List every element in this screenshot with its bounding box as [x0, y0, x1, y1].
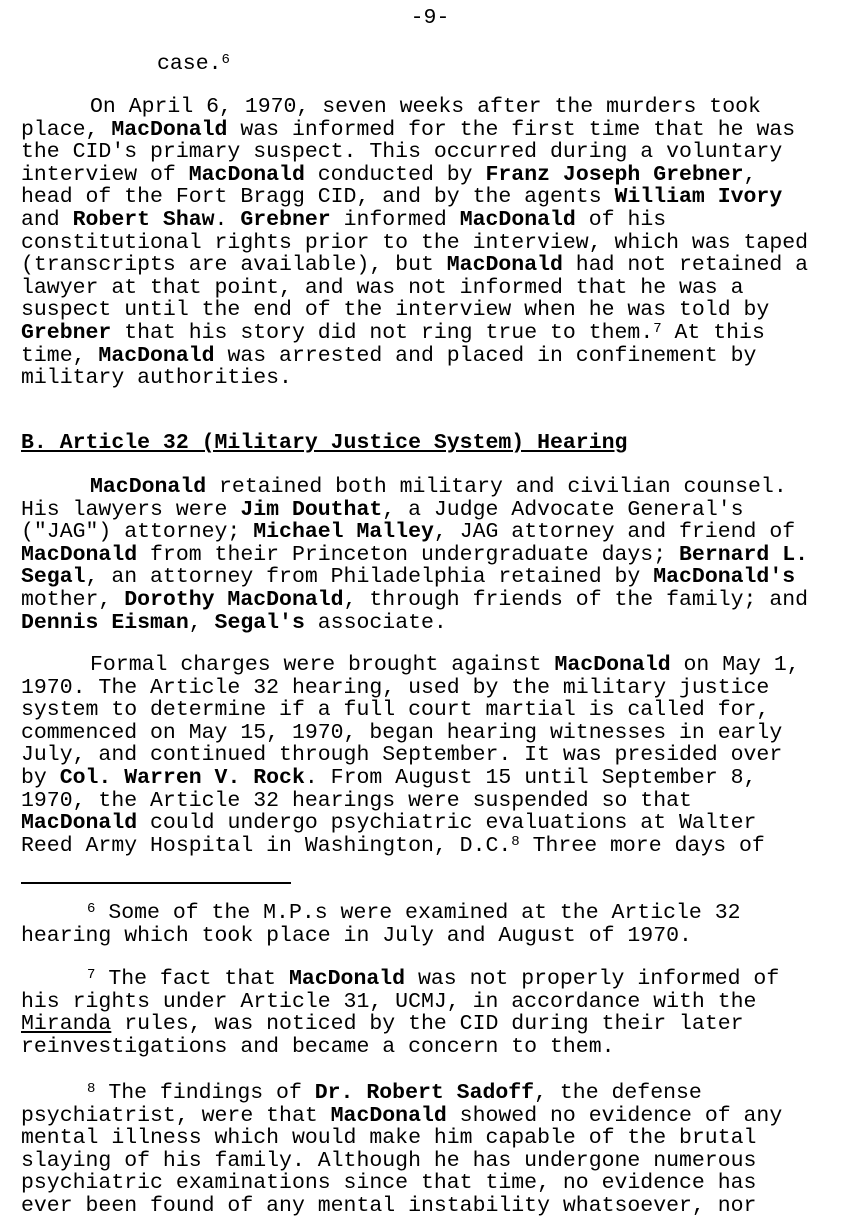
text-line: Dennis Eisman, Segal's associate.: [21, 610, 447, 635]
text-line: ("JAG") attorney; Michael Malley, JAG attorney and friend of: [21, 520, 796, 545]
paragraph-arrest: [21, 96, 851, 390]
bold-name: MacDonald: [288, 967, 406, 991]
text-line: 1970, the Article 32 hearings were suspended so that: [21, 788, 692, 813]
text-line: (transcripts are available), but MacDonald had not retained a: [21, 253, 809, 278]
footnote-line: psychiatrist, were that MacDonald showed no evidence of any: [21, 1103, 783, 1128]
bold-name: Robert Shaw: [72, 207, 215, 232]
text-line: MacDonald retained both military and civilian counsel.: [90, 475, 787, 499]
bold-name: MacDonald: [21, 811, 138, 836]
bold-name: Segal's: [214, 610, 305, 635]
text-line: system to determine if a full court martial is called for,: [21, 698, 770, 723]
footnote-7: [21, 968, 851, 1058]
bold-name: MacDonald: [111, 117, 228, 142]
footnote-mark: 8: [87, 1081, 96, 1097]
text-line: constitutional rights prior to the interview, which was taped: [21, 230, 809, 255]
footnote-8: [21, 1082, 851, 1218]
bold-name: MacDonald: [459, 207, 576, 232]
footnote-line: ever been found of any mental instability whatsoever, nor: [21, 1193, 757, 1218]
text-line: place, MacDonald was informed for the first time that he was: [21, 117, 796, 142]
footnote-reference: 8: [511, 833, 520, 850]
text-line: Grebner that his story did not ring true to them.$^7$ At this: [21, 320, 765, 345]
text-line: lawyer at that point, and was not informed that he was a: [21, 275, 744, 300]
continuation-text: case.: [157, 52, 222, 76]
text-line: 1970. The Article 32 hearing, used by the military justice: [21, 675, 770, 700]
text-line: MacDonald could undergo psychiatric evaluations at Walter: [21, 811, 757, 836]
footnote-mark: 7: [87, 967, 96, 983]
continuation-line: [21, 53, 851, 76]
footnote-line: psychiatric examinations since that time, no evidence has: [21, 1171, 757, 1196]
underlined-term: Miranda: [21, 1012, 112, 1037]
bold-name: William Ivory: [614, 185, 783, 210]
footnote-divider: [21, 882, 291, 884]
text-line: and Robert Shaw. Grebner informed MacDonald of his: [21, 207, 667, 232]
bold-name: Dennis Eisman: [21, 610, 189, 635]
bold-name: MacDonald: [330, 1103, 447, 1128]
text-line: the CID's primary suspect. This occurred during a voluntary: [21, 140, 783, 165]
footnote-line: Miranda rules, was noticed by the CID during their later: [21, 1012, 744, 1037]
text-line: interview of MacDonald conducted by Franz Joseph Grebner,: [21, 162, 757, 187]
text-line: mother, Dorothy MacDonald, through friends of the family; and: [21, 587, 809, 612]
paragraph-counsel: [21, 476, 851, 634]
bold-name: MacDonald: [188, 162, 305, 187]
footnote-line: $^6$ Some of the M.P.s were examined at the Article 32: [87, 901, 741, 925]
footnote-line: reinvestigations and became a concern to them.: [21, 1034, 615, 1059]
footnote-reference: 6: [221, 52, 230, 68]
text-line: Reed Army Hospital in Washington, D.C.$^8$ Three more days of: [21, 833, 765, 858]
text-line: Segal, an attorney from Philadelphia retained by MacDonald's: [21, 565, 796, 590]
text-line: His lawyers were Jim Douthat, a Judge Advocate General's: [21, 497, 744, 522]
text-line: time, MacDonald was arrested and placed in confinement by: [21, 343, 757, 368]
text-line: commenced on May 15, 1970, began hearing witnesses in early: [21, 720, 783, 745]
bold-name: MacDonald: [554, 653, 671, 677]
bold-name: Michael Malley: [253, 520, 434, 545]
footnote-mark: 6: [87, 901, 96, 917]
text-line: July, and continued through September. It was presided over: [21, 743, 783, 768]
bold-name: Col. Warren V. Rock: [59, 765, 305, 790]
bold-name: Grebner: [21, 320, 112, 345]
bold-name: MacDonald's: [653, 565, 796, 590]
bold-name: Franz Joseph Grebner: [485, 162, 744, 187]
bold-name: Jim Douthat: [240, 497, 383, 522]
bold-name: MacDonald: [98, 343, 215, 368]
text-line: suspect until the end of the interview when he was told by: [21, 298, 770, 323]
section-heading: B. Article 32 (Military Justice System) Hearing: [21, 431, 628, 455]
paragraph-charges: [21, 654, 851, 857]
text-line: military authorities.: [21, 366, 292, 391]
bold-name: Bernard L.: [679, 542, 809, 567]
footnote-line: his rights under Article 31, UCMJ, in accordance with the: [21, 989, 757, 1014]
page-number: -9-: [410, 6, 450, 30]
bold-name: Dorothy MacDonald: [124, 587, 344, 612]
footnote-line: $^7$ The fact that MacDonald was not properly informed of: [87, 967, 780, 991]
text-line: MacDonald from their Princeton undergraduate days; Bernard L.: [21, 542, 809, 567]
footnote-6: [21, 902, 851, 947]
text-line: head of the Fort Bragg CID, and by the agents William Ivory: [21, 185, 783, 210]
text-line: by Col. Warren V. Rock. From August 15 until September 8,: [21, 765, 757, 790]
text-line: On April 6, 1970, seven weeks after the murders took: [90, 95, 761, 119]
bold-name: MacDonald: [21, 542, 138, 567]
bold-name: Segal: [21, 565, 86, 590]
footnote-reference: 7: [653, 320, 662, 337]
text-line: Formal charges were brought against MacDonald on May 1,: [90, 653, 800, 677]
footnote-line: slaying of his family. Although he has undergone numerous: [21, 1148, 757, 1173]
footnote-line: hearing which took place in July and August of 1970.: [21, 923, 692, 948]
footnote-line: $^8$ The findings of Dr. Robert Sadoff, the defense: [87, 1081, 702, 1105]
bold-name: MacDonald: [446, 253, 563, 278]
bold-name: MacDonald: [90, 475, 207, 499]
footnote-line: mental illness which would make him capable of the brutal: [21, 1126, 757, 1151]
bold-name: Dr. Robert Sadoff: [314, 1081, 535, 1105]
bold-name: Grebner: [240, 207, 331, 232]
